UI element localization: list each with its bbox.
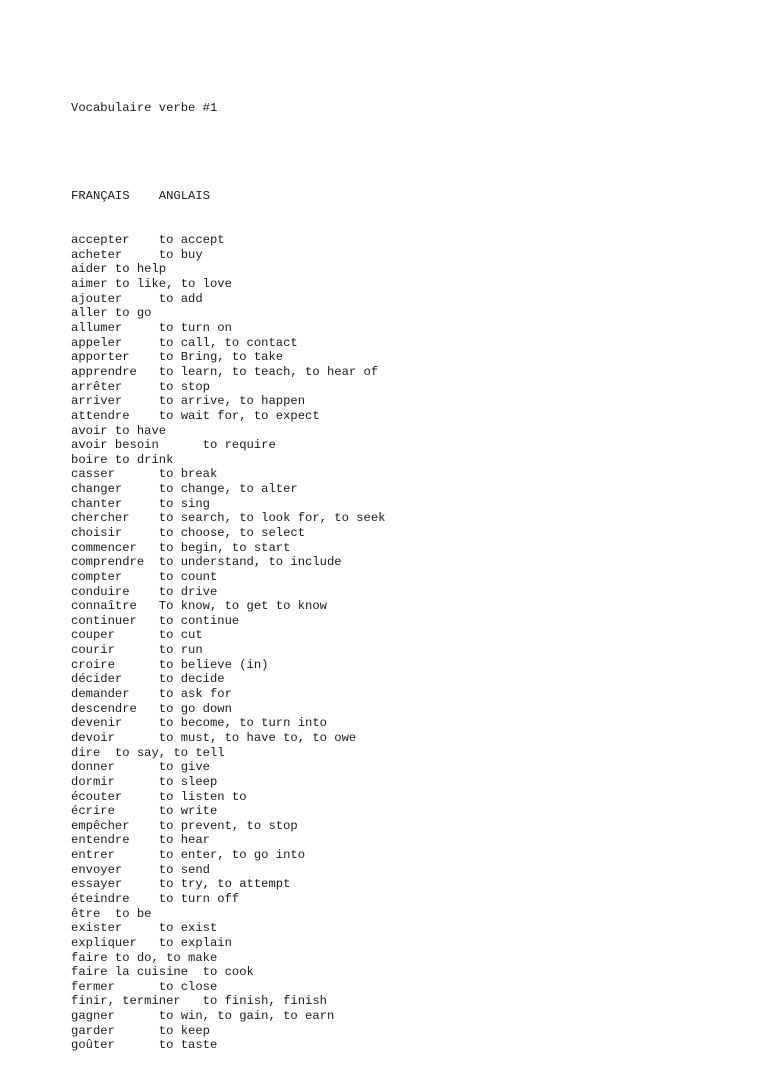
vocab-line: chercher to search, to look for, to seek — [71, 511, 386, 526]
vocab-line: arriver to arrive, to happen — [71, 394, 306, 409]
vocab-line: empêcher to prevent, to stop — [71, 818, 298, 833]
vocab-line: garder to keep — [71, 1023, 210, 1038]
vocab-line: commencer to begin, to start — [71, 540, 291, 555]
vocab-line: accepter to accept — [71, 233, 225, 248]
vocab-line: exister to exist — [71, 921, 218, 936]
vocab-line: changer to change, to alter — [71, 482, 298, 497]
vocab-line: aider to help — [71, 262, 167, 277]
vocab-line: demander to ask for — [71, 687, 232, 702]
vocab-line: casser to break — [71, 467, 218, 482]
vocab-line: aller to go — [71, 306, 152, 321]
vocab-line: connaître To know, to get to know — [71, 599, 327, 614]
vocab-line: être to be — [71, 906, 152, 921]
vocab-line: envoyer to send — [71, 862, 210, 877]
vocab-line: ajouter to add — [71, 291, 203, 306]
vocab-line: apprendre to learn, to teach, to hear of — [71, 364, 379, 379]
vocab-line: devenir to become, to turn into — [71, 716, 327, 731]
vocab-line: dire to say, to tell — [71, 745, 225, 760]
vocab-line: devoir to must, to have to, to owe — [71, 730, 357, 745]
vocab-line: apporter to Bring, to take — [71, 350, 284, 365]
vocab-line: éteindre to turn off — [71, 892, 240, 906]
column-header: FRANÇAIS ANGLAIS — [71, 189, 210, 204]
vocab-line: courir to run — [71, 643, 203, 658]
vocab-line: couper to cut — [71, 628, 203, 643]
vocab-line: dormir to sleep — [71, 774, 218, 789]
vocab-line: essayer to try, to attempt — [71, 877, 291, 892]
vocabulary-list — [71, 233, 386, 1053]
vocab-line: gagner to win, to gain, to earn — [71, 1009, 335, 1024]
vocab-line: appeler to call, to contact — [71, 335, 298, 350]
vocab-line: décider to decide — [71, 672, 225, 687]
vocab-line: donner to give — [71, 760, 210, 775]
vocab-line: entrer to enter, to go into — [71, 848, 306, 863]
vocabulary-text — [71, 72, 386, 1082]
vocab-line: attendre to wait for, to expect — [71, 408, 320, 423]
vocab-line: écouter to listen to — [71, 789, 247, 804]
vocab-line: allumer to turn on — [71, 321, 232, 336]
vocab-line: expliquer to explain — [71, 935, 232, 950]
vocab-line: faire la cuisine to cook — [71, 965, 254, 980]
vocab-line: faire to do, to make — [71, 950, 218, 965]
vocab-line: goûter to taste — [71, 1038, 218, 1053]
vocab-line: chanter to sing — [71, 496, 210, 511]
document-title: Vocabulaire verbe #1 — [71, 101, 218, 116]
vocab-line: arrêter to stop — [71, 379, 210, 394]
blank-line — [71, 145, 386, 160]
vocab-line: compter to count — [71, 569, 218, 584]
vocab-line: conduire to drive — [71, 584, 218, 599]
vocab-line: croire to believe (in) — [71, 657, 269, 672]
vocab-line: choisir to choose, to select — [71, 525, 306, 540]
vocab-line: avoir besoin to require — [71, 438, 276, 453]
vocab-line: avoir to have — [71, 423, 167, 438]
vocab-line: finir, terminer to finish, finish — [71, 994, 327, 1009]
vocab-line: comprendre to understand, to include — [71, 555, 342, 570]
vocab-line: continuer to continue — [71, 613, 240, 628]
vocab-line: acheter to buy — [71, 247, 203, 262]
vocab-line: boire to drink — [71, 452, 174, 467]
vocab-line: entendre to hear — [71, 833, 210, 848]
vocab-line: aimer to like, to love — [71, 277, 232, 292]
vocab-line: fermer to close — [71, 979, 218, 994]
vocab-line: écrire to write — [71, 804, 218, 819]
vocab-line: descendre to go down — [71, 701, 232, 716]
